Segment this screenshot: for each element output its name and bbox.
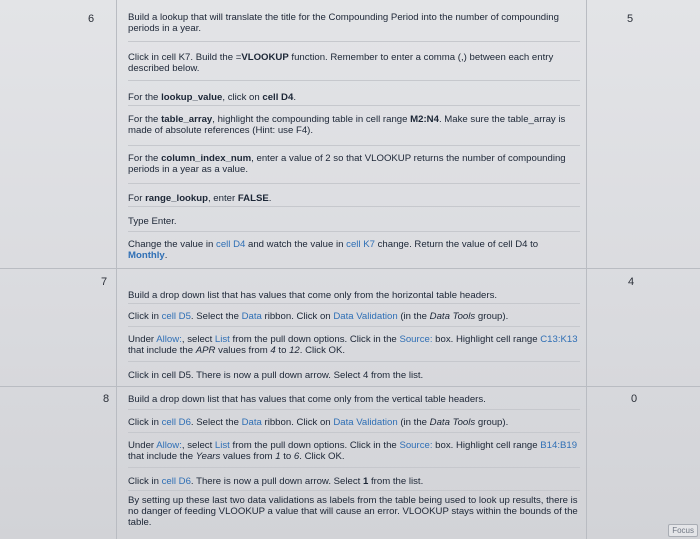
row-6-line-2-part-2: VLOOKUP bbox=[241, 52, 289, 63]
row-8-line-1 bbox=[128, 394, 580, 405]
row-6-line-6-part-4: FALSE bbox=[237, 193, 269, 204]
row-6-line-7 bbox=[128, 216, 580, 227]
row-7-line-3-part-7: box. Highlight cell range bbox=[432, 334, 541, 345]
row-8-line-4-part-3: . There is now a pull down arrow. Select bbox=[190, 476, 363, 487]
row-8-line-3-part-3: , select bbox=[181, 440, 215, 451]
row-6-line-8-part-2: cell D4 bbox=[216, 239, 246, 250]
row-7-line-4-text: Click in cell D5. There is now a pull down arrow. Select 4 from the list. bbox=[128, 370, 424, 381]
row-8-line-2-part-6: Data Validation bbox=[333, 417, 398, 428]
row-7-line-3-part-9: that include the bbox=[128, 345, 196, 357]
row-7-line-2-part-2: cell D5 bbox=[161, 311, 191, 322]
row-6-line-8-part-7: . bbox=[164, 250, 168, 262]
row-8-line-2-part-8: Data Tools bbox=[429, 417, 476, 428]
focus-button[interactable] bbox=[668, 524, 698, 537]
row-7-line-3-part-14: 12 bbox=[289, 345, 300, 357]
row-7-line-3-part-4: List bbox=[214, 334, 230, 345]
row-8-line-2 bbox=[128, 417, 580, 428]
row-8-line-3-part-14: 6 bbox=[293, 451, 300, 463]
row-8-line-3 bbox=[128, 440, 580, 462]
row-8-line-2-part-5: ribbon. Click on bbox=[261, 417, 334, 428]
row-8-line-3-part-4: List bbox=[214, 440, 230, 451]
row-6-line-4-part-2: table_array bbox=[161, 114, 213, 125]
column-divider-left bbox=[116, 0, 117, 539]
row-8-line-3-part-12: 1 bbox=[275, 451, 281, 463]
row-6-score: 5 bbox=[627, 13, 634, 25]
row-8-line-1-text: Build a drop down list that has values that come only from the vertical table headers. bbox=[128, 394, 486, 405]
column-divider-right bbox=[586, 0, 587, 539]
row-6-line-3-part-5: . bbox=[293, 92, 296, 103]
row-8-line-2-part-1: Click in bbox=[128, 417, 162, 428]
row-7-line-3 bbox=[128, 334, 580, 356]
row-6-line-6-part-2: range_lookup bbox=[145, 193, 208, 204]
row-7-score: 4 bbox=[628, 276, 635, 288]
row-8-line-4-part-5: from the list. bbox=[368, 476, 424, 487]
row-6-line-6-part-3: , enter bbox=[207, 193, 238, 204]
row-8-line-3-part-5: from the pull down options. Click in the bbox=[229, 440, 400, 451]
row-6-line-4-part-4: M2:N4 bbox=[410, 114, 439, 125]
row-6-line-7-text: Type Enter. bbox=[128, 216, 177, 227]
row-8-line-4-part-2: cell D6 bbox=[161, 476, 191, 487]
row-6-line-4 bbox=[128, 114, 580, 136]
row-7-line-3-part-6: Source: bbox=[399, 334, 433, 345]
row-8-line-3-part-6: Source: bbox=[399, 440, 433, 451]
row-7-line-3-part-13: to bbox=[275, 345, 290, 357]
row-divider-6-7 bbox=[0, 268, 700, 269]
row-6-line-3-part-4: cell D4 bbox=[262, 92, 294, 103]
row-8-line-3-part-7: box. Highlight cell range bbox=[432, 440, 541, 451]
row-6-line-2-part-3: function. Remember to enter a comma (,) between each entry described below. bbox=[128, 52, 554, 75]
row-8-score: 0 bbox=[631, 393, 638, 405]
row-8-line-4 bbox=[128, 476, 580, 487]
row-6-line-2 bbox=[128, 52, 580, 74]
row-6-line-8-part-6: Monthly bbox=[128, 250, 165, 262]
row-7-line-3-part-15: . Click OK. bbox=[299, 345, 346, 357]
row-7-line-1 bbox=[128, 290, 580, 301]
row-7-line-2-part-6: Data Validation bbox=[333, 311, 398, 322]
row-8-line-4-part-4: 1 bbox=[363, 476, 369, 487]
row-7-line-3-part-8: C13:K13 bbox=[540, 334, 578, 345]
row-6-line-3 bbox=[128, 92, 580, 103]
row-7-line-2-part-5: ribbon. Click on bbox=[261, 311, 334, 322]
row-6-line-4-part-3: , highlight the compounding table in cell range bbox=[212, 114, 411, 125]
row-7-line-3-part-11: values from bbox=[215, 345, 271, 357]
row-6-line-4-part-1: For the bbox=[128, 114, 162, 125]
row-6-line-8 bbox=[128, 239, 580, 261]
row-8-line-2-part-7: (in the bbox=[397, 417, 430, 428]
row-8-line-3-part-10: Years bbox=[195, 451, 221, 463]
row-6-line-3-part-1: For the bbox=[128, 92, 162, 103]
row-7-line-2-part-7: (in the bbox=[397, 311, 430, 322]
row-8-line-3-part-8: B14:B19 bbox=[540, 440, 578, 451]
row-7-line-2 bbox=[128, 311, 580, 322]
row-7-line-3-part-12: 4 bbox=[270, 345, 276, 357]
row-6-line-4-part-5: . Make sure the table_array is made of absolute references (Hint: use F4). bbox=[128, 114, 566, 137]
row-7-line-2-part-9: group). bbox=[475, 311, 509, 322]
row-6-line-8-part-4: cell K7 bbox=[346, 239, 375, 250]
row-7-line-2-part-4: Data bbox=[241, 311, 262, 322]
row-7-line-2-part-3: . Select the bbox=[190, 311, 242, 322]
row-8-line-3-part-11: values from bbox=[220, 451, 276, 463]
row-7-line-2-part-1: Click in bbox=[128, 311, 162, 322]
row-6-line-2-part-1: Click in cell K7. Build the = bbox=[128, 52, 242, 63]
row-8-line-3-part-1: Under bbox=[128, 440, 157, 451]
row-6-line-6-part-5: . bbox=[268, 193, 272, 204]
row-8-line-3-part-15: . Click OK. bbox=[299, 451, 345, 463]
row-8-number: 8 bbox=[103, 393, 110, 405]
focus-label: Focus bbox=[672, 526, 694, 535]
row-6-line-5-part-3: , enter a value of 2 so that VLOOKUP returns the number of compounding periods in a year as a value. bbox=[128, 153, 566, 176]
row-8-line-3-part-2: Allow: bbox=[156, 440, 182, 451]
row-6-line-8-part-3: and watch the value in bbox=[245, 239, 347, 250]
row-7-line-2-part-8: Data Tools bbox=[429, 311, 476, 322]
row-6-line-1 bbox=[128, 12, 580, 34]
row-8-line-5 bbox=[128, 495, 580, 529]
row-8-line-2-part-2: cell D6 bbox=[161, 417, 191, 428]
row-6-line-8-part-1: Change the value in bbox=[128, 239, 217, 250]
row-7-line-3-part-10: APR bbox=[195, 345, 216, 357]
row-7-line-4 bbox=[128, 370, 580, 381]
row-6-line-5 bbox=[128, 153, 580, 175]
row-7-line-1-text: Build a drop down list that has values that come only from the horizontal table headers. bbox=[128, 290, 498, 301]
row-8-line-5-text: By setting up these last two data validations as labels from the table being used to look up results, there is no danger of feeding VLOOKUP a value that will cause an error. VLOOKUP stays within the bounds of the table. bbox=[128, 495, 578, 529]
row-6-number: 6 bbox=[88, 13, 95, 25]
row-6-line-6-part-1: For bbox=[128, 193, 146, 204]
row-7-line-3-part-5: from the pull down options. Click in the bbox=[229, 334, 400, 345]
row-8-line-4-part-1: Click in bbox=[128, 476, 162, 487]
row-8-line-2-part-9: group). bbox=[475, 417, 509, 428]
row-6-line-6 bbox=[128, 193, 580, 204]
row-6-line-3-part-2: lookup_value bbox=[161, 92, 223, 103]
row-6-line-3-part-3: , click on bbox=[222, 92, 263, 103]
row-8-line-2-part-4: Data bbox=[241, 417, 262, 428]
row-8-line-2-part-3: . Select the bbox=[190, 417, 242, 428]
row-7-line-3-part-2: Allow: bbox=[156, 334, 182, 345]
row-divider-7-8 bbox=[0, 386, 700, 387]
row-6-line-1-text: Build a lookup that will translate the title for the Compounding Period into the number of compounding periods in a year. bbox=[128, 12, 559, 35]
row-6-line-5-part-2: column_index_num bbox=[161, 153, 252, 164]
row-6-line-5-part-1: For the bbox=[128, 153, 162, 164]
row-7-number: 7 bbox=[101, 276, 108, 288]
row-8-line-3-part-9: that include the bbox=[128, 451, 196, 463]
row-7-line-3-part-3: , select bbox=[181, 334, 215, 345]
row-6-line-8-part-5: change. Return the value of cell D4 to bbox=[374, 239, 539, 250]
row-8-line-3-part-13: to bbox=[280, 451, 294, 463]
row-7-line-3-part-1: Under bbox=[128, 334, 157, 345]
